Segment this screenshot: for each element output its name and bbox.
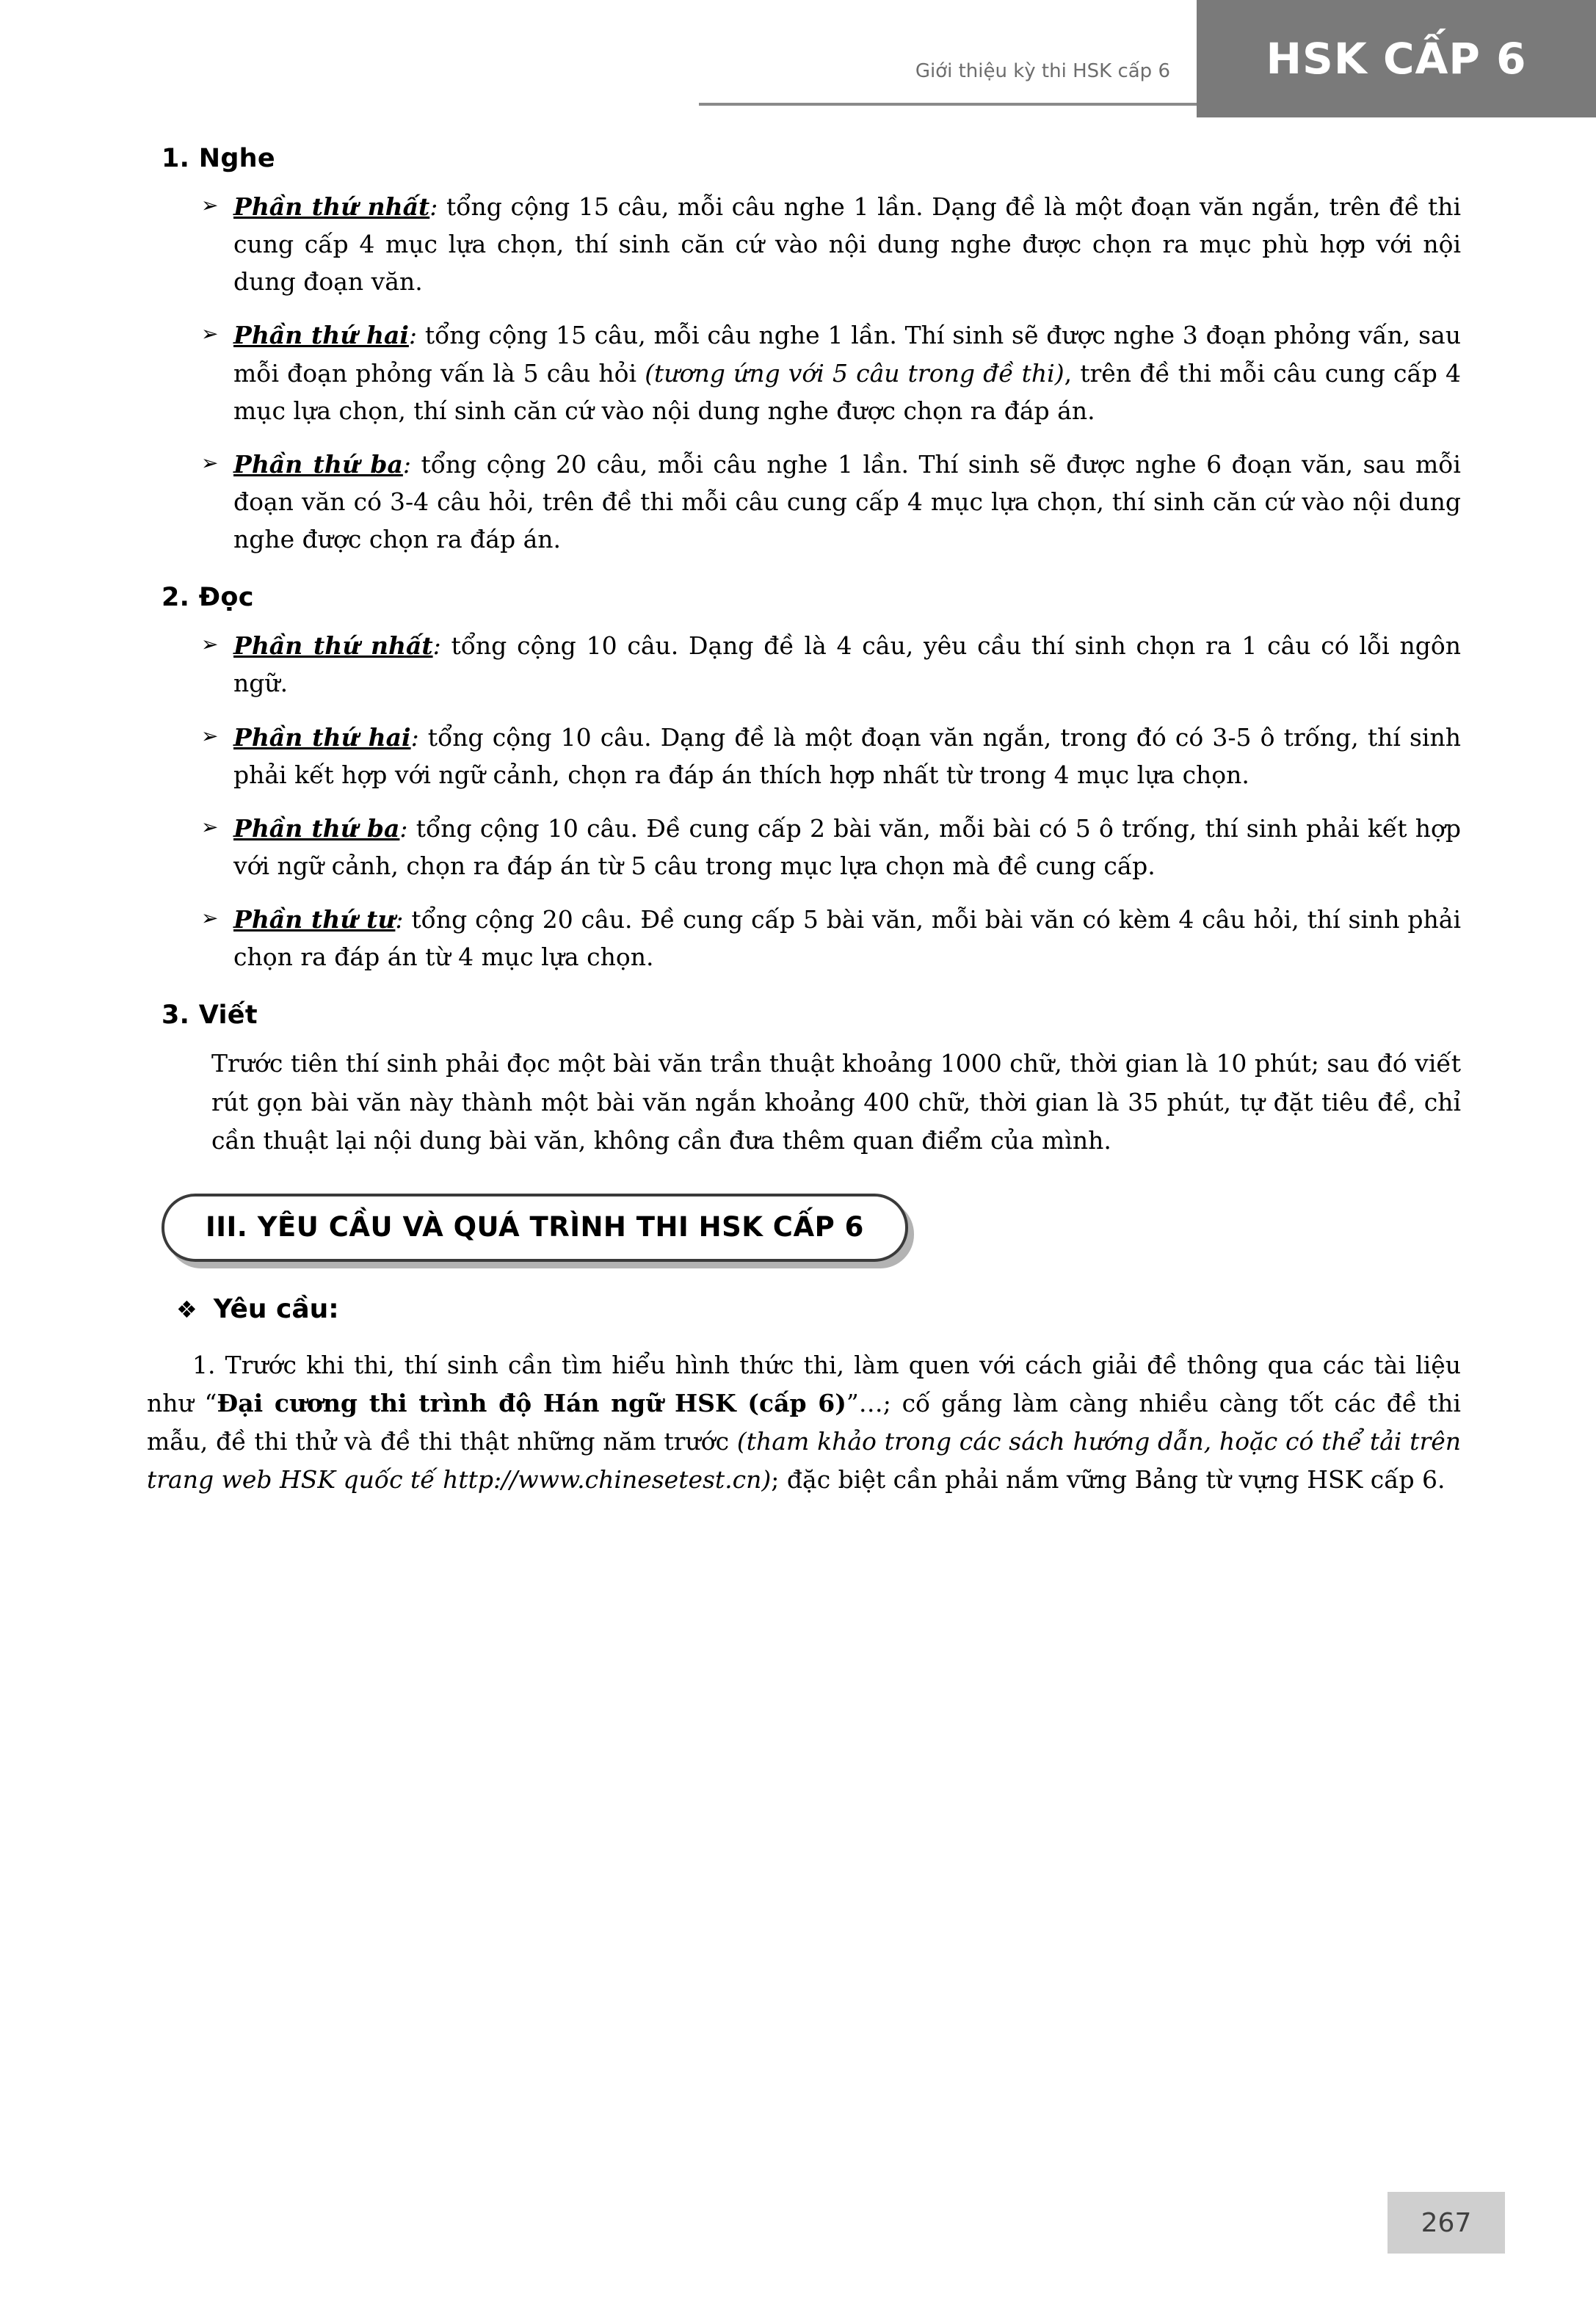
- section-title: 2. Đọc: [162, 583, 254, 613]
- arrow-bullet-icon: ➢: [201, 632, 219, 657]
- banner: [162, 1194, 908, 1262]
- item-lead-colon: :: [432, 631, 441, 661]
- banner-inner: [162, 1194, 908, 1262]
- section-title: 3. Viết: [162, 1001, 258, 1031]
- writing-paragraph: Trước tiên thí sinh phải đọc một bài văn trần thuật khoảng 1000 chữ, thời gian là 10 phút; sau đó viết rút gọn bài văn này thành một bài văn ngắn khoảng 400 chữ, thời gian là 35 phút, tự đặt tiêu đề, chỉ cần thuật lại nội dung bài văn, không cần đưa thêm quan điểm của mình.: [211, 1049, 1461, 1155]
- list-item: [147, 901, 1461, 976]
- item-text: tổng cộng 20 câu, mỗi câu nghe 1 lần. Thí sinh sẽ được nghe 6 đoạn văn, sau mỗi đoạn văn có 3-4 câu hỏi, trên đề thi mỗi câu cung cấp 4 mục lựa chọn, thí sinh căn cứ vào nội dung nghe được chọn ra đáp án.: [233, 449, 1461, 554]
- banner-title: III. YÊU CẦU VÀ QUÁ TRÌNH THI HSK CẤP 6: [206, 1210, 864, 1243]
- item-lead: Phần thứ ba: [233, 813, 400, 843]
- arrow-bullet-icon: ➢: [201, 450, 219, 475]
- item-text: tổng cộng 20 câu. Đề cung cấp 5 bài văn, mỗi bài văn có kèm 4 câu hỏi, thí sinh phải chọn ra đáp án từ 4 mục lựa chọn.: [233, 905, 1462, 972]
- section-banner: [147, 1194, 1461, 1262]
- list-item: [147, 316, 1461, 429]
- arrow-bullet-icon: ➢: [201, 723, 219, 748]
- item-lead: Phần thứ hai: [233, 722, 411, 752]
- header-rule: [699, 103, 1197, 106]
- item-text-italic: (tương ứng với 5 câu trong đề thi): [645, 358, 1064, 388]
- header-tab-title: HSK CẤP 6: [1266, 34, 1527, 84]
- req-text-part1: 1. Trước khi thi, thí sinh cần tìm hiểu hình thức thi, làm quen với cách giải đề thông qua các tài liệu như “: [147, 1350, 1461, 1417]
- list-item: [147, 719, 1461, 794]
- item-lead: Phần thứ nhất: [233, 631, 433, 661]
- header-title-tab: [1197, 0, 1596, 117]
- item-lead: Phần thứ tư: [233, 905, 396, 934]
- item-lead-colon: :: [399, 813, 408, 843]
- item-lead-colon: :: [395, 905, 404, 934]
- arrow-bullet-icon: ➢: [201, 322, 219, 346]
- bullet-list: [147, 627, 1461, 976]
- section-doc: [147, 583, 1461, 976]
- section-requirements: [147, 1294, 1461, 1500]
- item-lead-colon: :: [429, 192, 438, 221]
- item-text: tổng cộng 10 câu. Đề cung cấp 2 bài văn, mỗi bài có 5 ô trống, thí sinh phải kết hợp với ngữ cảnh, chọn ra đáp án từ 5 câu trong mục lựa chọn mà đề cung cấp.: [233, 813, 1461, 880]
- req-text-italic: (tham khảo trong các sách hướng dẫn, hoặc có thể tải trên trang web HSK quốc tế http://www.chinesetest.cn): [147, 1427, 1461, 1495]
- item-text: tổng cộng 15 câu, mỗi câu nghe 1 lần. Dạng đề là một đoạn văn ngắn, trên đề thi cung cấp 4 mục lựa chọn, thí sinh căn cứ vào nội dung nghe được chọn ra mục phù hợp với nội dung đoạn văn.: [233, 192, 1462, 297]
- section-viet: [147, 1001, 1461, 1159]
- section-title: 1. Nghe: [162, 144, 275, 173]
- req-text-part3: ; đặc biệt cần phải nắm vững Bảng từ vựng HSK cấp 6.: [771, 1465, 1446, 1495]
- list-item: [147, 446, 1461, 558]
- page-content: [147, 144, 1461, 1524]
- item-lead-colon: :: [410, 722, 419, 752]
- item-lead-colon: :: [402, 449, 411, 479]
- requirements-heading-label: Yêu cầu:: [213, 1293, 339, 1324]
- item-lead: Phần thứ hai: [233, 321, 409, 350]
- item-text: tổng cộng 15 câu, mỗi câu nghe 1 lần. Thí sinh sẽ được nghe 3 đoạn phỏng vấn, sau mỗi đoạn phỏng vấn là 5 câu hỏi: [233, 321, 1461, 388]
- page-number-box: [1388, 2192, 1505, 2254]
- arrow-bullet-icon: ➢: [201, 814, 219, 839]
- item-lead: Phần thứ nhất: [233, 192, 430, 221]
- section-nghe: [147, 144, 1461, 558]
- item-lead: Phần thứ ba: [233, 449, 403, 479]
- page-header: [0, 0, 1596, 126]
- item-lead-colon: :: [408, 321, 418, 350]
- list-item: [147, 188, 1461, 300]
- req-text-part2: ”…; cố gắng làm càng nhiều càng tốt các đề thi mẫu, đề thi thử và đề thi thật những năm trước: [147, 1388, 1461, 1456]
- page-number: 267: [1421, 2207, 1472, 2238]
- arrow-bullet-icon: ➢: [201, 906, 219, 931]
- requirements-heading: [176, 1294, 1461, 1324]
- list-item: [147, 810, 1461, 885]
- arrow-bullet-icon: ➢: [201, 193, 219, 217]
- item-text: tổng cộng 10 câu. Dạng đề là một đoạn văn ngắn, trong đó có 3-5 ô trống, thí sinh phải kết hợp với ngữ cảnh, chọn ra đáp án thích hợp nhất từ trong 4 mục lựa chọn.: [233, 722, 1461, 789]
- item-text: tổng cộng 10 câu. Dạng đề là 4 câu, yêu cầu thí sinh chọn ra 1 câu có lỗi ngôn ngữ.: [233, 631, 1462, 698]
- req-text-bold: Đại cương thi trình độ Hán ngữ HSK (cấp 6): [217, 1388, 846, 1417]
- item-text-after: , trên đề thi mỗi câu cung cấp 4 mục lựa chọn, thí sinh căn cứ vào nội dung nghe được chọn ra đáp án.: [233, 358, 1461, 425]
- diamond-bullet-icon: ❖: [176, 1295, 197, 1323]
- header-caption: Giới thiệu kỳ thi HSK cấp 6: [915, 60, 1170, 82]
- bullet-list: [147, 188, 1461, 558]
- list-item: [147, 627, 1461, 702]
- requirements-item-1: [147, 1346, 1461, 1500]
